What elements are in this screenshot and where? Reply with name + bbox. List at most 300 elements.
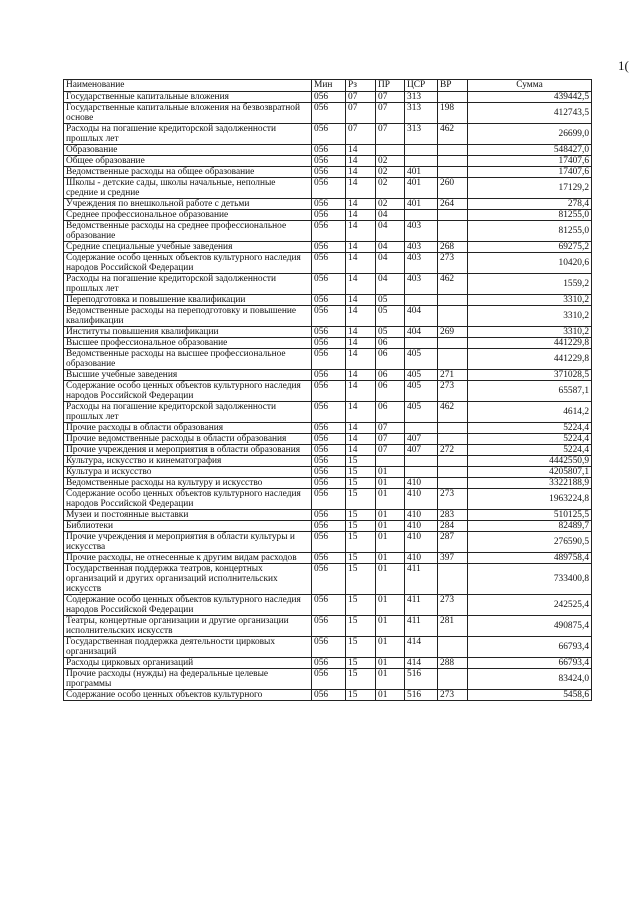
cell-csr: 405: [405, 381, 438, 402]
table-row: [64, 178, 592, 199]
cell-csr: 313: [405, 103, 438, 124]
cell-min: 056: [312, 370, 346, 381]
cell-min: 056: [312, 489, 346, 510]
cell-min: 056: [312, 616, 346, 637]
table-row: [64, 167, 592, 178]
cell-vr: 397: [438, 553, 468, 564]
table-row: [64, 242, 592, 253]
table-row: [64, 156, 592, 167]
cell-sum: 510125,5: [468, 510, 592, 521]
cell-rz: 14: [346, 167, 376, 178]
cell-csr: 403: [405, 242, 438, 253]
cell-pr: 01: [376, 595, 405, 616]
cell-rz: 14: [346, 199, 376, 210]
cell-name: Театры, концертные организации и другие организации исполнительских искусств: [64, 616, 312, 637]
cell-rz: 14: [346, 434, 376, 445]
cell-sum: 65587,1: [468, 381, 592, 402]
cell-rz: 07: [346, 124, 376, 145]
table-row: [64, 456, 592, 467]
cell-name: Образование: [64, 145, 312, 156]
cell-min: 056: [312, 564, 346, 595]
cell-min: 056: [312, 338, 346, 349]
cell-min: 056: [312, 221, 346, 242]
cell-sum: 5224,4: [468, 445, 592, 456]
cell-csr: 414: [405, 658, 438, 669]
cell-name: Ведомственные расходы на среднее профессиональное образование: [64, 221, 312, 242]
cell-rz: 15: [346, 489, 376, 510]
cell-sum: 4442550,9: [468, 456, 592, 467]
cell-min: 056: [312, 637, 346, 658]
cell-pr: 01: [376, 489, 405, 510]
cell-name: Содержание особо ценных объектов культурного наследия народов Российской Федерации: [64, 381, 312, 402]
cell-rz: 15: [346, 669, 376, 690]
cell-vr: [438, 338, 468, 349]
cell-rz: 14: [346, 423, 376, 434]
table-row: [64, 564, 592, 595]
cell-pr: [376, 145, 405, 156]
cell-sum: 489758,4: [468, 553, 592, 564]
cell-pr: 02: [376, 156, 405, 167]
cell-sum: 733400,8: [468, 564, 592, 595]
cell-min: 056: [312, 145, 346, 156]
cell-sum: 26699,0: [468, 124, 592, 145]
cell-sum: 4614,2: [468, 402, 592, 423]
cell-vr: 273: [438, 595, 468, 616]
cell-name: Расходы на погашение кредиторской задолженности прошлых лет: [64, 124, 312, 145]
cell-min: 056: [312, 242, 346, 253]
table-body: [64, 92, 592, 701]
cell-min: 056: [312, 423, 346, 434]
cell-rz: 15: [346, 521, 376, 532]
cell-vr: [438, 210, 468, 221]
cell-rz: 15: [346, 478, 376, 489]
cell-sum: 4205807,1: [468, 467, 592, 478]
cell-sum: 439442,5: [468, 92, 592, 103]
cell-rz: 15: [346, 467, 376, 478]
cell-rz: 14: [346, 445, 376, 456]
cell-min: 056: [312, 253, 346, 274]
cell-sum: 17129,2: [468, 178, 592, 199]
cell-rz: 14: [346, 156, 376, 167]
cell-csr: 410: [405, 553, 438, 564]
cell-rz: 07: [346, 103, 376, 124]
page-number: 1(: [618, 58, 629, 73]
cell-csr: 405: [405, 402, 438, 423]
table-row: [64, 145, 592, 156]
cell-pr: 01: [376, 521, 405, 532]
table-row: [64, 295, 592, 306]
header-rz: Рз: [346, 80, 376, 92]
cell-csr: [405, 338, 438, 349]
cell-pr: 01: [376, 669, 405, 690]
cell-pr: 05: [376, 295, 405, 306]
cell-pr: 07: [376, 445, 405, 456]
cell-rz: 15: [346, 553, 376, 564]
table-row: [64, 532, 592, 553]
cell-name: Высшие учебные заведения: [64, 370, 312, 381]
header-name: Наименование: [64, 80, 312, 92]
cell-csr: [405, 295, 438, 306]
cell-pr: 02: [376, 167, 405, 178]
cell-sum: 17407,6: [468, 156, 592, 167]
table-row: [64, 658, 592, 669]
cell-name: Прочие учреждения и мероприятия в области культуры и искусства: [64, 532, 312, 553]
cell-csr: [405, 156, 438, 167]
cell-rz: 14: [346, 210, 376, 221]
cell-csr: 401: [405, 178, 438, 199]
cell-csr: 516: [405, 690, 438, 701]
cell-pr: 04: [376, 274, 405, 295]
cell-sum: 3310,2: [468, 306, 592, 327]
table-row: [64, 690, 592, 701]
cell-csr: 410: [405, 489, 438, 510]
cell-rz: 14: [346, 349, 376, 370]
cell-pr: 01: [376, 658, 405, 669]
cell-sum: 69275,2: [468, 242, 592, 253]
cell-name: Расходы на погашение кредиторской задолженности прошлых лет: [64, 274, 312, 295]
cell-pr: 02: [376, 199, 405, 210]
cell-min: 056: [312, 445, 346, 456]
cell-name: Культура, искусство и кинематография: [64, 456, 312, 467]
cell-min: 056: [312, 478, 346, 489]
header-pr: ПР: [376, 80, 405, 92]
cell-vr: [438, 145, 468, 156]
cell-csr: 313: [405, 124, 438, 145]
cell-min: 056: [312, 553, 346, 564]
header-vr: ВР: [438, 80, 468, 92]
cell-sum: 3322188,9: [468, 478, 592, 489]
cell-name: Прочие расходы (нужды) на федеральные целевые программы: [64, 669, 312, 690]
cell-min: 056: [312, 690, 346, 701]
cell-vr: [438, 467, 468, 478]
cell-pr: 06: [376, 349, 405, 370]
cell-name: Ведомственные расходы на общее образование: [64, 167, 312, 178]
cell-sum: 1559,2: [468, 274, 592, 295]
table-row: [64, 370, 592, 381]
table-row: [64, 221, 592, 242]
cell-pr: 07: [376, 103, 405, 124]
cell-name: Расходы на погашение кредиторской задолженности прошлых лет: [64, 402, 312, 423]
cell-pr: 04: [376, 242, 405, 253]
cell-pr: 01: [376, 564, 405, 595]
cell-name: Государственные капитальные вложения: [64, 92, 312, 103]
cell-pr: 06: [376, 370, 405, 381]
cell-min: 056: [312, 658, 346, 669]
cell-name: Содержание особо ценных объектов культурного: [64, 690, 312, 701]
cell-rz: 14: [346, 370, 376, 381]
cell-rz: 07: [346, 92, 376, 103]
cell-csr: 313: [405, 92, 438, 103]
cell-pr: 04: [376, 221, 405, 242]
cell-name: Государственная поддержка театров, концертных организаций и других организаций исполнительских искусств: [64, 564, 312, 595]
cell-pr: 01: [376, 532, 405, 553]
cell-vr: [438, 669, 468, 690]
cell-vr: [438, 156, 468, 167]
cell-csr: 405: [405, 370, 438, 381]
cell-min: 056: [312, 467, 346, 478]
cell-sum: 441229,8: [468, 349, 592, 370]
cell-name: Высшее профессиональное образование: [64, 338, 312, 349]
cell-vr: 281: [438, 616, 468, 637]
cell-min: 056: [312, 510, 346, 521]
cell-rz: 15: [346, 658, 376, 669]
cell-vr: [438, 564, 468, 595]
cell-vr: 288: [438, 658, 468, 669]
cell-rz: 15: [346, 595, 376, 616]
cell-rz: 15: [346, 616, 376, 637]
table-header: [64, 80, 592, 92]
table-row: [64, 616, 592, 637]
cell-sum: 5458,6: [468, 690, 592, 701]
cell-csr: 414: [405, 637, 438, 658]
cell-csr: 410: [405, 521, 438, 532]
cell-pr: 02: [376, 178, 405, 199]
cell-sum: 17407,6: [468, 167, 592, 178]
cell-name: Содержание особо ценных объектов культурного наследия народов Российской Федерации: [64, 253, 312, 274]
cell-rz: 15: [346, 456, 376, 467]
table-row: [64, 669, 592, 690]
cell-rz: 15: [346, 532, 376, 553]
cell-sum: 3310,2: [468, 295, 592, 306]
cell-csr: [405, 423, 438, 434]
cell-name: Учреждения по внешкольной работе с детьми: [64, 199, 312, 210]
cell-sum: 10420,6: [468, 253, 592, 274]
cell-name: Среднее профессиональное образование: [64, 210, 312, 221]
cell-name: Прочие учреждения и мероприятия в области образования: [64, 445, 312, 456]
cell-min: 056: [312, 434, 346, 445]
cell-vr: 462: [438, 402, 468, 423]
cell-sum: 66793,4: [468, 637, 592, 658]
cell-sum: 412743,5: [468, 103, 592, 124]
cell-min: 056: [312, 349, 346, 370]
table-row: [64, 103, 592, 124]
cell-pr: [376, 456, 405, 467]
cell-csr: 407: [405, 434, 438, 445]
table-row: [64, 553, 592, 564]
table-row: [64, 489, 592, 510]
cell-name: Музеи и постоянные выставки: [64, 510, 312, 521]
cell-vr: [438, 167, 468, 178]
cell-vr: [438, 456, 468, 467]
cell-vr: 287: [438, 532, 468, 553]
cell-rz: 14: [346, 274, 376, 295]
table-row: [64, 349, 592, 370]
cell-min: 056: [312, 295, 346, 306]
cell-min: 056: [312, 274, 346, 295]
cell-sum: 278,4: [468, 199, 592, 210]
cell-rz: 14: [346, 253, 376, 274]
cell-csr: 404: [405, 327, 438, 338]
cell-sum: 5224,4: [468, 434, 592, 445]
cell-min: 056: [312, 210, 346, 221]
cell-vr: [438, 423, 468, 434]
table-row: [64, 467, 592, 478]
cell-vr: 198: [438, 103, 468, 124]
cell-pr: 06: [376, 338, 405, 349]
cell-rz: 14: [346, 242, 376, 253]
cell-pr: 01: [376, 478, 405, 489]
header-row: [64, 80, 592, 92]
cell-sum: 5224,4: [468, 423, 592, 434]
cell-csr: 403: [405, 274, 438, 295]
cell-vr: 462: [438, 124, 468, 145]
cell-csr: 403: [405, 253, 438, 274]
table-row: [64, 338, 592, 349]
cell-min: 056: [312, 156, 346, 167]
table-row: [64, 210, 592, 221]
table-row: [64, 124, 592, 145]
cell-pr: 01: [376, 616, 405, 637]
cell-pr: 05: [376, 327, 405, 338]
cell-vr: [438, 434, 468, 445]
cell-csr: 404: [405, 306, 438, 327]
cell-pr: 06: [376, 381, 405, 402]
header-min: Мин: [312, 80, 346, 92]
cell-sum: 276590,5: [468, 532, 592, 553]
cell-sum: 490875,4: [468, 616, 592, 637]
cell-csr: 411: [405, 564, 438, 595]
cell-pr: 01: [376, 690, 405, 701]
table-row: [64, 434, 592, 445]
cell-vr: 273: [438, 489, 468, 510]
table-row: [64, 306, 592, 327]
cell-sum: 81255,0: [468, 221, 592, 242]
cell-sum: 371028,5: [468, 370, 592, 381]
cell-csr: [405, 456, 438, 467]
cell-pr: 01: [376, 553, 405, 564]
cell-name: Прочие ведомственные расходы в области образования: [64, 434, 312, 445]
cell-min: 056: [312, 381, 346, 402]
cell-name: Прочие расходы, не отнесенные к другим видам расходов: [64, 553, 312, 564]
cell-min: 056: [312, 178, 346, 199]
cell-csr: 410: [405, 478, 438, 489]
cell-rz: 15: [346, 564, 376, 595]
header-csr: ЦСР: [405, 80, 438, 92]
cell-pr: 07: [376, 124, 405, 145]
table-row: [64, 327, 592, 338]
table-row: [64, 423, 592, 434]
cell-name: Библиотеки: [64, 521, 312, 532]
cell-min: 056: [312, 167, 346, 178]
cell-vr: 268: [438, 242, 468, 253]
cell-csr: 407: [405, 445, 438, 456]
cell-name: Культура и искусство: [64, 467, 312, 478]
cell-name: Общее образование: [64, 156, 312, 167]
table-row: [64, 595, 592, 616]
cell-min: 056: [312, 103, 346, 124]
cell-rz: 14: [346, 402, 376, 423]
cell-vr: [438, 637, 468, 658]
cell-name: Государственная поддержка деятельности цирковых организаций: [64, 637, 312, 658]
cell-vr: 284: [438, 521, 468, 532]
cell-name: Содержание особо ценных объектов культурного наследия народов Российской Федерации: [64, 489, 312, 510]
cell-vr: 260: [438, 178, 468, 199]
cell-csr: 516: [405, 669, 438, 690]
table-row: [64, 199, 592, 210]
cell-csr: 401: [405, 199, 438, 210]
cell-sum: 82489,7: [468, 521, 592, 532]
cell-vr: [438, 221, 468, 242]
cell-min: 056: [312, 521, 346, 532]
cell-csr: 410: [405, 510, 438, 521]
cell-vr: 462: [438, 274, 468, 295]
cell-csr: 405: [405, 349, 438, 370]
cell-vr: [438, 295, 468, 306]
cell-rz: 15: [346, 690, 376, 701]
cell-pr: 07: [376, 434, 405, 445]
cell-sum: 441229,8: [468, 338, 592, 349]
table-row: [64, 521, 592, 532]
cell-rz: 14: [346, 327, 376, 338]
cell-rz: 15: [346, 637, 376, 658]
cell-min: 056: [312, 595, 346, 616]
table-row: [64, 274, 592, 295]
cell-min: 056: [312, 124, 346, 145]
cell-sum: 81255,0: [468, 210, 592, 221]
table-row: [64, 92, 592, 103]
table-row: [64, 478, 592, 489]
cell-vr: 272: [438, 445, 468, 456]
table-row: [64, 445, 592, 456]
table-row: [64, 381, 592, 402]
table-row: [64, 402, 592, 423]
budget-table: [63, 79, 592, 701]
cell-min: 056: [312, 669, 346, 690]
cell-vr: 271: [438, 370, 468, 381]
table-row: [64, 510, 592, 521]
cell-csr: 403: [405, 221, 438, 242]
cell-name: Средние специальные учебные заведения: [64, 242, 312, 253]
cell-vr: 273: [438, 381, 468, 402]
cell-min: 056: [312, 327, 346, 338]
cell-csr: 411: [405, 616, 438, 637]
cell-vr: [438, 478, 468, 489]
cell-name: Расходы цирковых организаций: [64, 658, 312, 669]
cell-sum: 548427,0: [468, 145, 592, 156]
cell-min: 056: [312, 199, 346, 210]
cell-csr: 401: [405, 167, 438, 178]
cell-min: 056: [312, 402, 346, 423]
cell-pr: 01: [376, 510, 405, 521]
cell-csr: 410: [405, 532, 438, 553]
cell-name: Институты повышения квалификации: [64, 327, 312, 338]
cell-name: Ведомственные расходы на высшее профессиональное образование: [64, 349, 312, 370]
cell-pr: 05: [376, 306, 405, 327]
cell-name: Государственные капитальные вложения на безвозвратной основе: [64, 103, 312, 124]
cell-name: Переподготовка и повышение квалификации: [64, 295, 312, 306]
cell-csr: [405, 210, 438, 221]
table-row: [64, 637, 592, 658]
cell-name: Школы - детские сады, школы начальные, неполные средние и средние: [64, 178, 312, 199]
cell-min: 056: [312, 456, 346, 467]
cell-sum: 1963224,8: [468, 489, 592, 510]
cell-vr: 273: [438, 690, 468, 701]
cell-sum: 3310,2: [468, 327, 592, 338]
cell-min: 056: [312, 92, 346, 103]
cell-rz: 14: [346, 338, 376, 349]
cell-pr: 04: [376, 210, 405, 221]
cell-name: Содержание особо ценных объектов культурного наследия народов Российской Федерации: [64, 595, 312, 616]
cell-rz: 14: [346, 381, 376, 402]
cell-rz: 14: [346, 306, 376, 327]
cell-vr: 269: [438, 327, 468, 338]
cell-pr: 04: [376, 253, 405, 274]
cell-min: 056: [312, 306, 346, 327]
cell-name: Ведомственные расходы на культуру и искусство: [64, 478, 312, 489]
cell-vr: [438, 349, 468, 370]
cell-rz: 14: [346, 178, 376, 199]
cell-rz: 14: [346, 221, 376, 242]
